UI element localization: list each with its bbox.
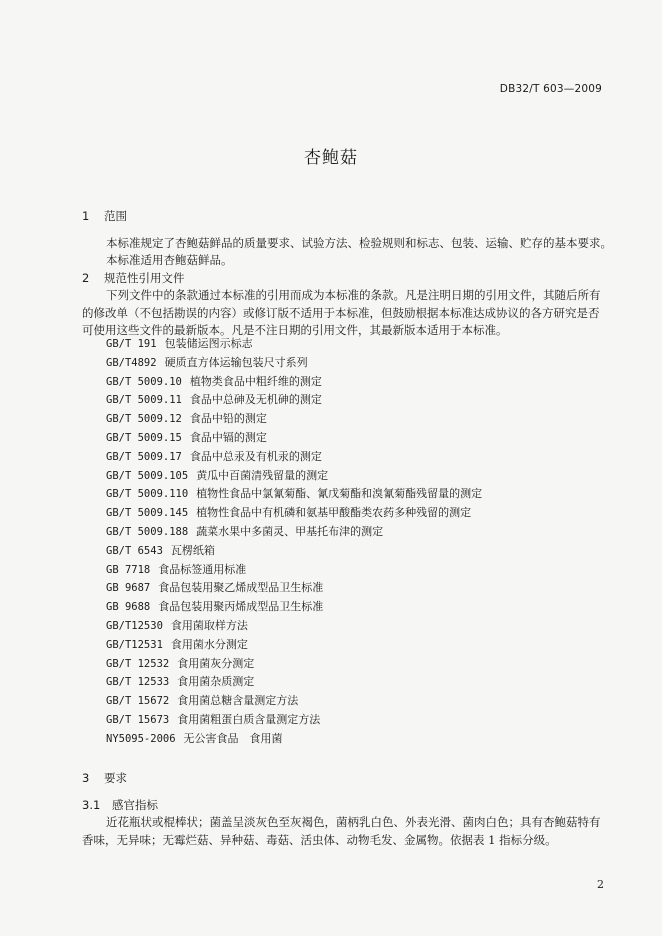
reference-title: 食用菌取样方法 [170,618,248,632]
section-3-1-heading [82,797,158,813]
normative-references-list [106,335,482,749]
section-3-1-paragraph-line-1: 近花瓶状或棍棒状；菌盖呈淡灰色至灰褐色，菌柄乳白色、外表光滑、菌肉白色；具有杏鲍菇特有 [106,815,601,829]
reference-title: 食用菌粗蛋白质含量测定方法 [177,712,321,726]
section-3-1-title: 感官指标 [112,798,158,812]
reference-title: 瓦楞纸箱 [170,543,215,557]
document-title: 杏鲍菇 [304,148,358,168]
reference-item [106,673,482,692]
reference-code: GB/T 5009.17 [106,450,182,463]
reference-title: 食用菌水分测定 [170,637,248,651]
section-1-paragraph-2: 本标准适用杏鲍菇鲜品。 [106,253,233,267]
section-2-intro-line-3: 可使用这些文件的最新版本。凡是不注日期的引用文件，其最新版本适用于本标准。 [82,323,508,337]
reference-code: GB/T 12533 [106,676,170,689]
section-2-heading [82,270,185,286]
reference-item [106,711,482,730]
section-3-1-number: 3.1 [82,798,101,812]
reference-item [106,730,482,749]
section-2-intro-line-1: 下列文件中的条款通过本标准的引用而成为本标准的条款。凡是注明日期的引用文件，其随后所有 [106,288,601,302]
reference-code: GB/T 5009.12 [106,413,182,426]
reference-title: 食品中铅的测定 [189,412,267,426]
reference-code: GB/T 12532 [106,657,170,670]
section-1-number: 1 [82,209,90,223]
page-number: 2 [597,878,604,891]
reference-item [106,542,482,561]
section-1-heading [82,208,127,224]
section-2-number: 2 [82,271,90,285]
section-1-paragraph-1: 本标准规定了杏鲍菇鲜品的质量要求、试验方法、检验规则和标志、包装、运输、贮存的基本要求。 [106,236,612,250]
section-2-title: 规范性引用文件 [104,271,185,285]
reference-title: 食品中总砷及无机砷的测定 [189,393,322,407]
section-2-intro-line-2: 的修改单（不包括勘误的内容）或修订版不适用于本标准，但鼓励根据本标准达成协议的各方研究是否 [82,306,600,320]
reference-code: GB/T 5009.188 [106,525,189,538]
reference-item [106,429,482,448]
section-3-1-paragraph-line-2: 香味，无异味；无霉烂菇、异种菇、毒菇、活虫体、动物毛发、金属物。依据表 1 指标分级。 [82,833,557,847]
reference-title: 食品包装用聚乙烯成型品卫生标准 [158,581,324,595]
reference-title: 食用菌灰分测定 [177,656,255,670]
reference-code: GB 9687 [106,582,151,595]
reference-code: GB/T 5009.105 [106,469,189,482]
reference-code: GB/T 6543 [106,544,163,557]
reference-item [106,410,482,429]
reference-item [106,523,482,542]
reference-code: GB/T12530 [106,619,163,632]
reference-code: GB/T 15672 [106,695,170,708]
reference-title: 黄瓜中百菌清残留量的测定 [196,468,329,482]
reference-title: 食品包装用聚丙烯成型品卫生标准 [158,600,324,614]
reference-code: GB/T 5009.10 [106,375,182,388]
reference-title: 食用菌杂质测定 [177,675,255,689]
reference-code: GB/T 15673 [106,713,170,726]
reference-item [106,485,482,504]
reference-title: 蔬菜水果中多菌灵、甲基托布津的测定 [196,524,384,538]
reference-item [106,655,482,674]
reference-code: GB/T 191 [106,338,157,350]
reference-item [106,391,482,410]
reference-code: GB 7718 [106,563,151,576]
section-3-title: 要求 [104,771,127,785]
reference-title: 硬质直方体运输包装尺寸系列 [164,355,308,369]
reference-title: 食品中总汞及有机汞的测定 [189,449,322,463]
reference-title: 植物性食品中氯氰菊酯、氰戊菊酯和溴氰菊酯残留量的测定 [196,487,483,501]
section-1-title: 范围 [104,209,127,223]
reference-code: GB/T 5009.110 [106,488,189,501]
reference-item [106,692,482,711]
reference-code: GB/T 5009.11 [106,394,182,407]
reference-title: 食品中镉的测定 [189,430,267,444]
reference-item [106,354,482,373]
reference-code: GB/T 5009.15 [106,431,182,444]
reference-title: 食用菌总糖含量测定方法 [177,694,299,708]
reference-item [106,448,482,467]
reference-title: 无公害食品 食用菌 [183,731,283,745]
reference-code: GB/T 5009.145 [106,507,189,520]
reference-item [106,561,482,580]
section-3-heading [82,770,127,786]
reference-item [106,335,482,354]
reference-title: 包装储运图示标志 [164,337,253,350]
reference-item [106,579,482,598]
reference-item [106,636,482,655]
section-3-number: 3 [82,771,90,785]
reference-code: NY5095-2006 [106,732,176,745]
reference-code: GB/T4892 [106,356,157,369]
reference-code: GB 9688 [106,601,151,614]
reference-title: 植物性食品中有机磷和氨基甲酸酯类农药多种残留的测定 [196,506,472,520]
reference-item [106,467,482,486]
reference-title: 食品标签通用标准 [158,562,247,576]
reference-code: GB/T12531 [106,638,163,651]
reference-item [106,504,482,523]
standard-code: DB32/T 603—2009 [499,83,602,95]
reference-item [106,617,482,636]
reference-title: 植物类食品中粗纤维的测定 [189,374,322,388]
reference-item [106,598,482,617]
reference-item [106,373,482,392]
